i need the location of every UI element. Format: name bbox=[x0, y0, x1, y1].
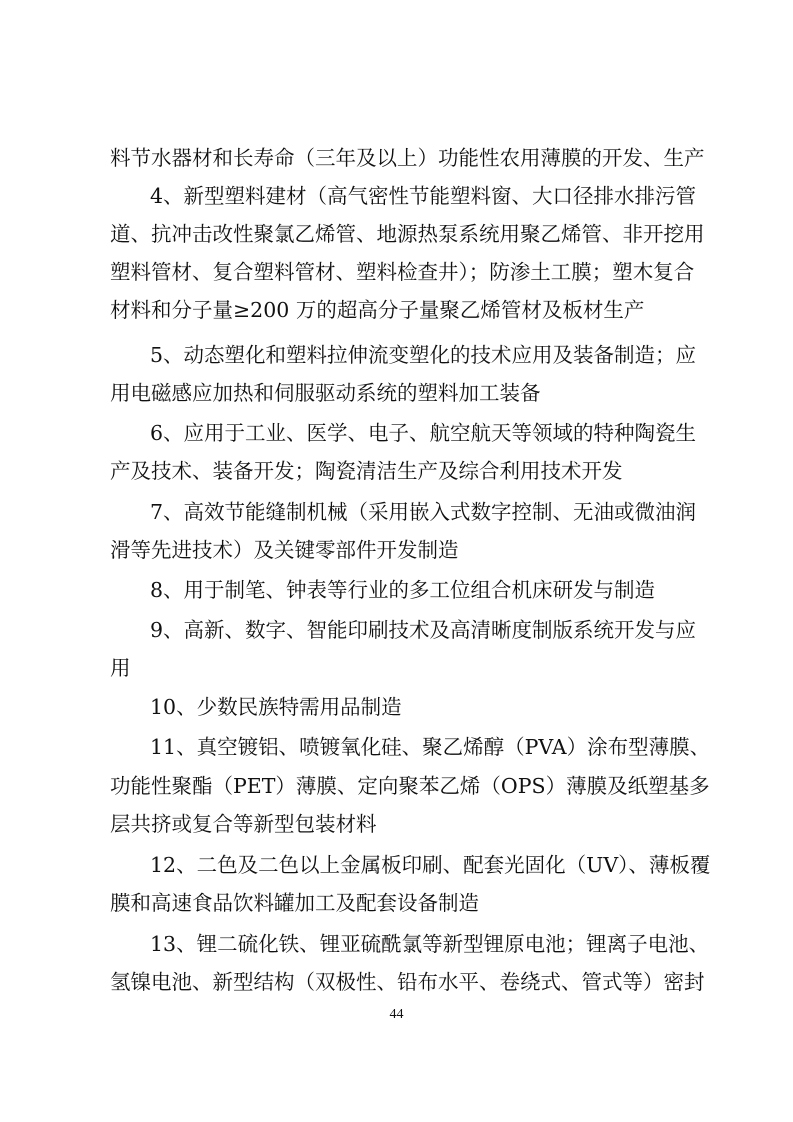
text-line: 材料和分子量≥200 万的超高分子量聚乙烯管材及板材生产 bbox=[110, 298, 645, 322]
text-line: 7、高效节能缝制机械（采用嵌入式数字控制、无油或微油润 bbox=[150, 500, 697, 524]
text-line: 膜和高速食品饮料罐加工及配套设备制造 bbox=[110, 891, 479, 915]
text-line: 4、新型塑料建材（高气密性节能塑料窗、大口径排水排污管 bbox=[150, 184, 697, 208]
page-number: 44 bbox=[389, 1007, 404, 1022]
text-line: 功能性聚酯（PET）薄膜、定向聚苯乙烯（OPS）薄膜及纸塑基多 bbox=[110, 774, 710, 798]
text-line: 料节水器材和长寿命（三年及以上）功能性农用薄膜的开发、生产 bbox=[110, 146, 705, 170]
text-line: 9、高新、数字、智能印刷技术及高清晰度制版系统开发与应 bbox=[150, 618, 697, 642]
text-line: 滑等先进技术）及关键零部件开发制造 bbox=[110, 538, 459, 562]
text-line: 5、动态塑化和塑料拉伸流变塑化的技术应用及装备制造；应 bbox=[150, 343, 697, 367]
text-line: 13、锂二硫化铁、锂亚硫酰氯等新型锂原电池；锂离子电池、 bbox=[150, 932, 710, 956]
text-line: 氢镍电池、新型结构（双极性、铅布水平、卷绕式、管式等）密封 bbox=[110, 970, 705, 994]
text-line: 道、抗冲击改性聚氯乙烯管、地源热泵系统用聚乙烯管、非开挖用 bbox=[110, 222, 705, 246]
text-line: 10、少数民族特需用品制造 bbox=[150, 695, 402, 719]
text-line: 产及技术、装备开发；陶瓷清洁生产及综合利用技术开发 bbox=[110, 459, 623, 483]
text-line: 用电磁感应加热和伺服驱动系统的塑料加工装备 bbox=[110, 381, 541, 405]
text-line: 8、用于制笔、钟表等行业的多工位组合机床研发与制造 bbox=[150, 578, 656, 602]
text-line: 6、应用于工业、医学、电子、航空航天等领域的特种陶瓷生 bbox=[150, 421, 697, 445]
text-line: 12、二色及二色以上金属板印刷、配套光固化（UV）、薄板覆 bbox=[150, 853, 711, 877]
text-line: 塑料管材、复合塑料管材、塑料检查井）；防渗土工膜；塑木复合 bbox=[110, 260, 695, 284]
text-line: 层共挤或复合等新型包装材料 bbox=[110, 812, 377, 836]
text-line: 11、真空镀铝、喷镀氧化硅、聚乙烯醇（PVA）涂布型薄膜、 bbox=[150, 735, 711, 759]
text-line: 用 bbox=[110, 656, 131, 680]
